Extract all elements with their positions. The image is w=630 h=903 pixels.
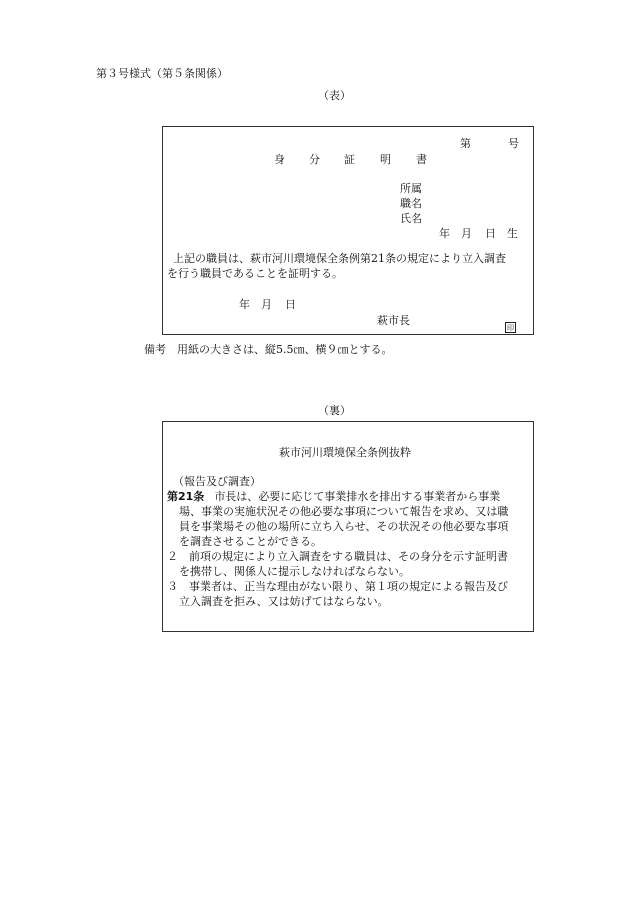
para-3-line-2: 立入調査を拒み、又は妨げてはならない。: [179, 595, 389, 608]
article-21-line-4: を調査させることができる。: [179, 535, 322, 548]
field-affiliation: 所属: [400, 182, 422, 195]
title-char: 書: [416, 153, 427, 166]
para-3-line-1: ３ 事業者は、正当な理由がない限り、第１項の規定による報告及び: [167, 580, 508, 593]
seal-mark: [505, 315, 516, 334]
article-21-line-3: 員を事業場その他の場所に立ち入らせ、その状況その他必要な事項: [179, 520, 509, 533]
field-name: 氏名: [400, 212, 422, 225]
front-side-label: （表）: [318, 89, 351, 102]
article-caption: （報告及び調査）: [173, 475, 261, 488]
para-2-line-2: を携帯し、関係人に提示しなければならない。: [179, 565, 410, 578]
birth-month: 月: [461, 227, 472, 240]
para-2-line-1: ２ 前項の規定により立入調査をする職員は、その身分を示す証明書: [167, 550, 508, 563]
title-char: 証: [344, 153, 355, 166]
body-line-2: を行う職員であることを証明する。: [167, 267, 343, 280]
back-side-label: （裏）: [318, 404, 351, 417]
front-card: [162, 126, 534, 335]
size-remark: 備考 用紙の大きさは、縦5.5㎝、横９㎝とする。: [144, 343, 393, 356]
title-char: 明: [380, 153, 391, 166]
number-prefix: 第: [460, 137, 471, 150]
birth-day: 日: [485, 227, 496, 240]
title-char: 身: [274, 153, 285, 166]
field-position: 職名: [400, 197, 422, 210]
issue-month: 月: [261, 298, 272, 311]
article-text: 市長は、必要に応じて事業排水を排出する事業者から事業: [214, 490, 501, 503]
seal-icon: 印: [507, 324, 514, 332]
issue-day: 日: [285, 298, 296, 311]
form-label: 第３号様式（第５条関係）: [96, 67, 228, 80]
article-21-line-1: [167, 490, 500, 504]
article-21-line-2: 場、事業の実施状況その他必要な事項について報告を求め、又は職: [179, 505, 509, 518]
body-line-1: 上記の職員は、萩市河川環境保全条例第21条の規定により立入調査: [173, 252, 506, 265]
birth-suffix: 生: [507, 227, 518, 240]
article-label: 第21条: [167, 490, 205, 503]
title-char: 分: [309, 153, 320, 166]
back-card: [162, 421, 534, 632]
birth-year: 年: [439, 227, 450, 240]
issue-year: 年: [239, 298, 250, 311]
issuer: 萩市長: [377, 314, 410, 327]
excerpt-title: 萩市河川環境保全条例抜粋: [279, 446, 411, 459]
number-suffix: 号: [508, 137, 519, 150]
